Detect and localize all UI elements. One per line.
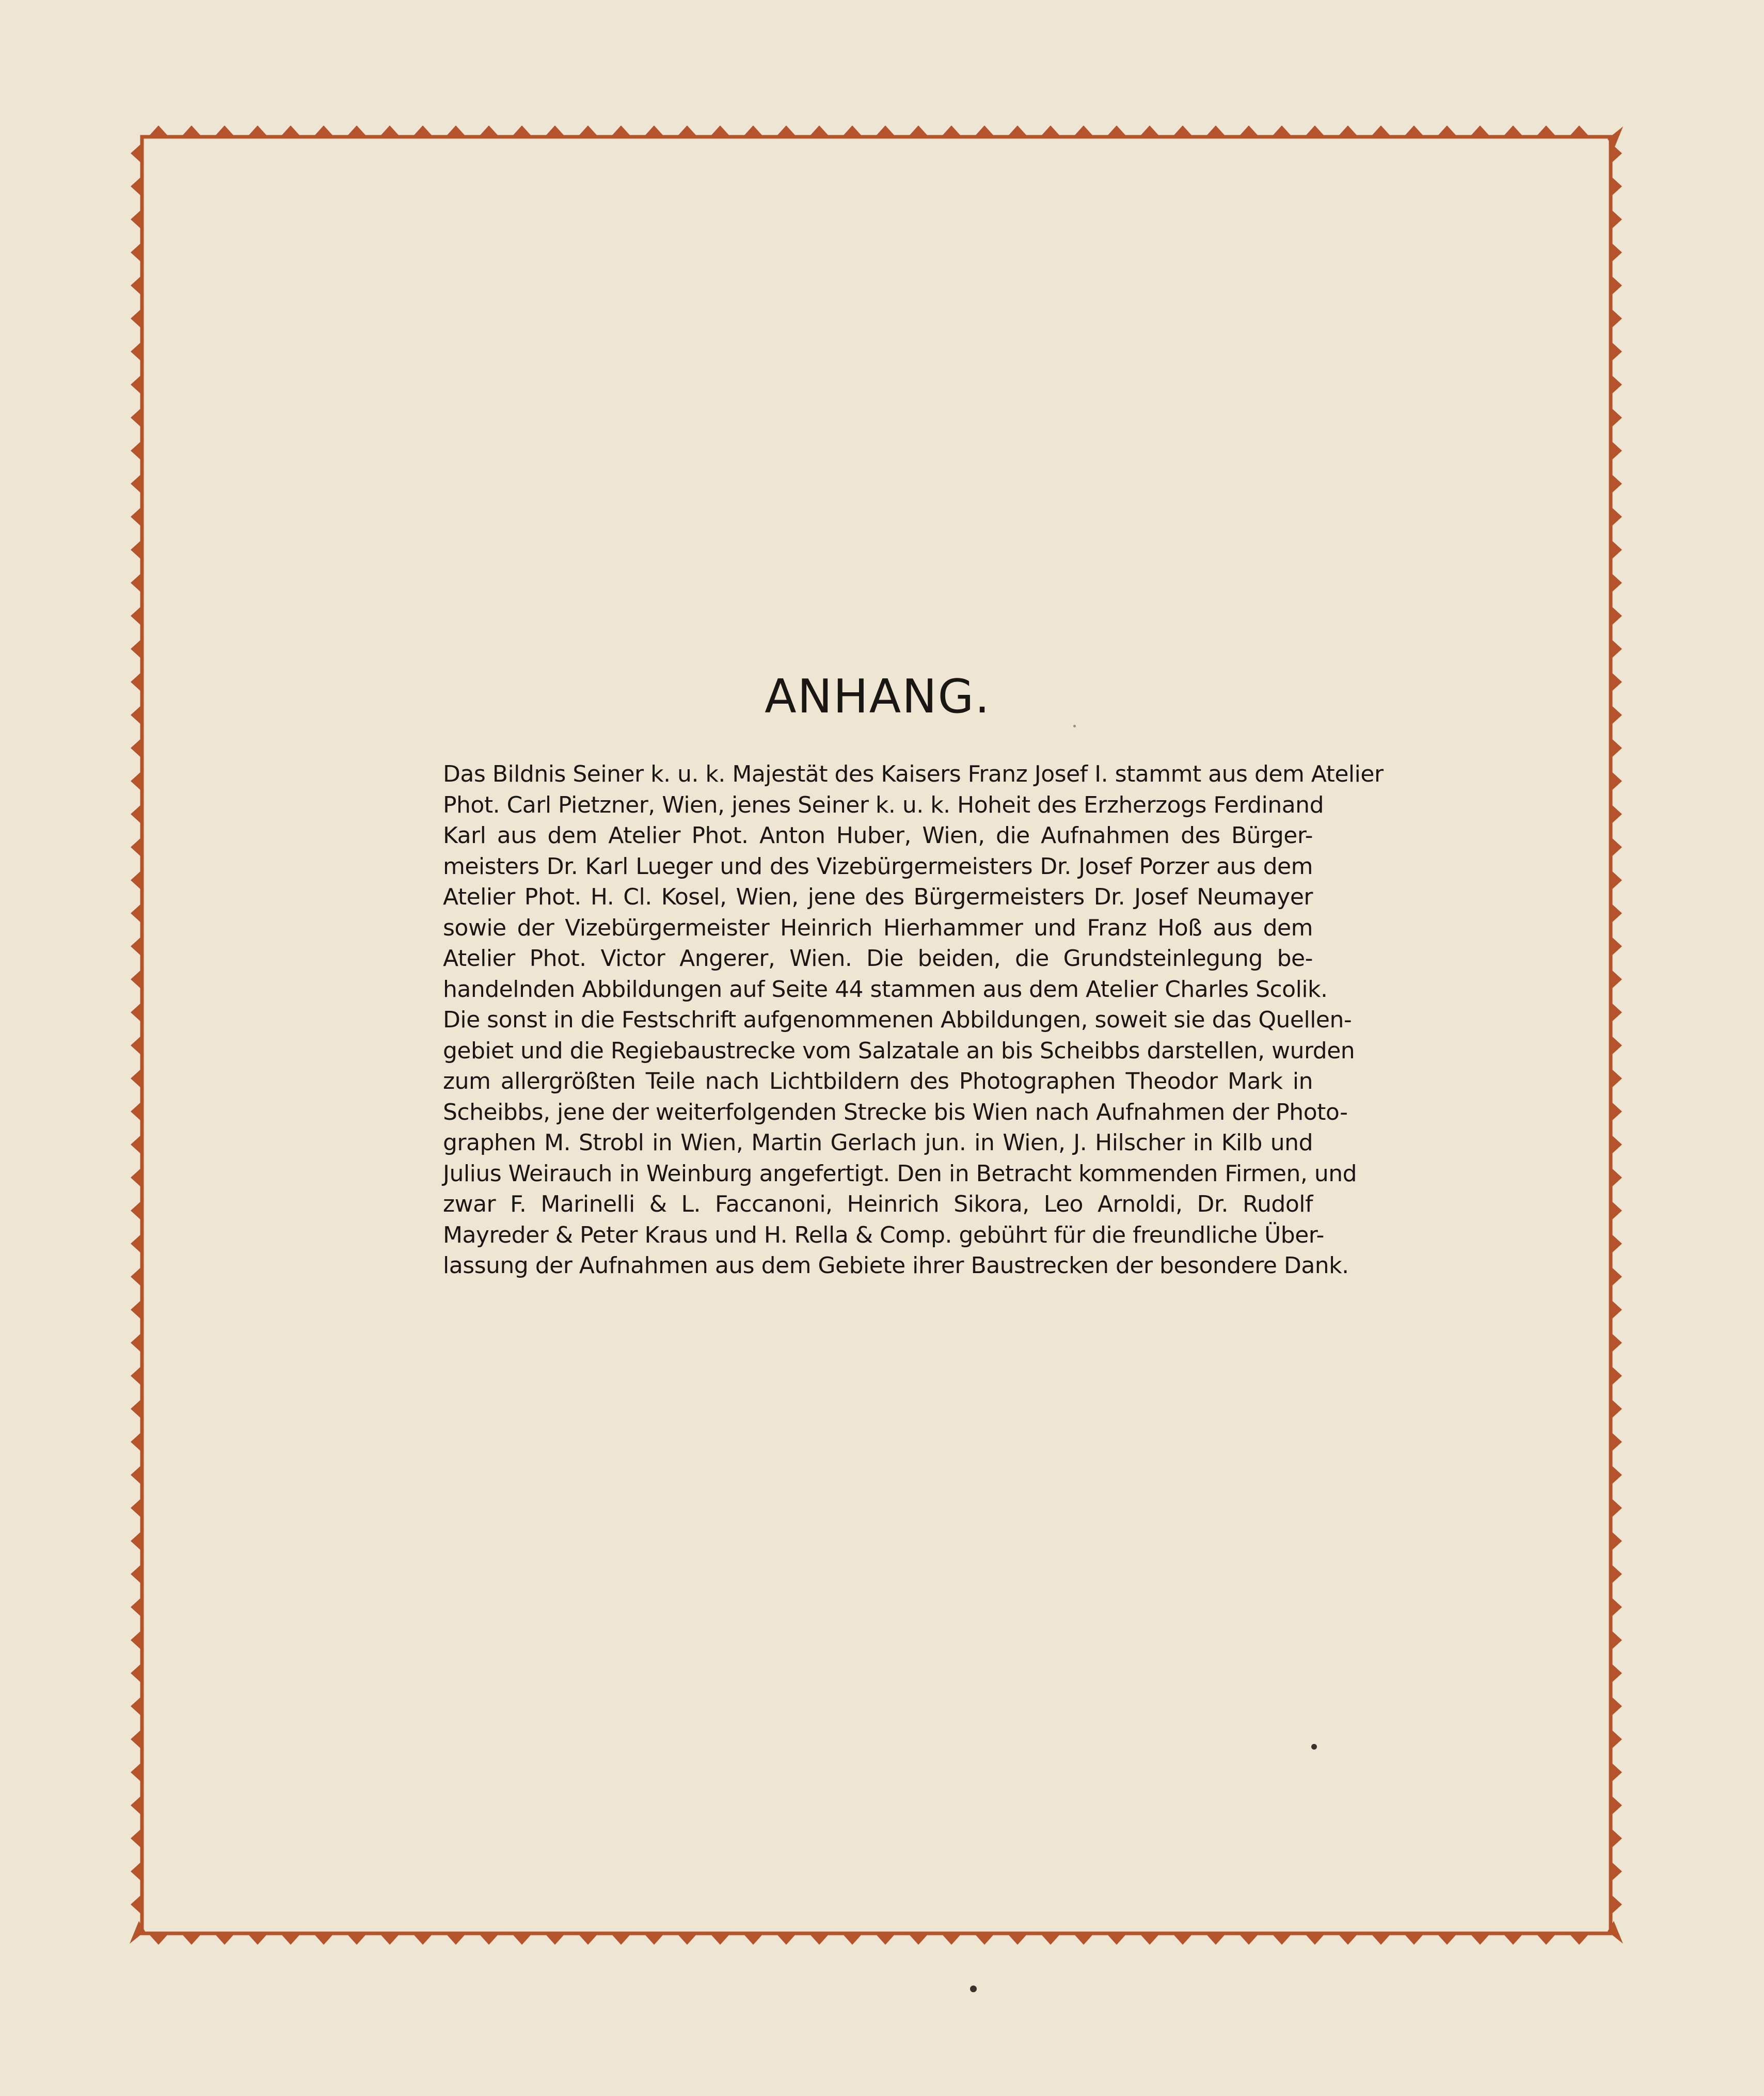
paper-speck [1311, 1744, 1317, 1750]
paragraph-line: graphen M. Strobl in Wien, Martin Gerlach jun. in Wien, J. Hilscher in Kilb und [443, 1130, 1313, 1156]
paragraph-line: sowie der Vizebürgermeister Heinrich Hierhammer und Franz Hoß aus dem [443, 914, 1313, 941]
paragraph-line: zum allergrößten Teile nach Lichtbildern des Photographen Theodor Mark in [443, 1068, 1313, 1094]
page-title: ANHANG. [765, 670, 991, 724]
paragraph-line: Phot. Carl Pietzner, Wien, jenes Seiner k. u. k. Hoheit des Erzherzogs Ferdinand [443, 791, 1324, 818]
paragraph-line: gebiet und die Regiebaustrecke vom Salzatale an bis Scheibbs darstellen, wurden [443, 1037, 1355, 1064]
paper-speck [1073, 725, 1076, 727]
paragraph-line: Das Bildnis Seiner k. u. k. Majestät des Kaisers Franz Josef I. stammt aus dem Atelier [443, 761, 1384, 787]
paragraph-line: Atelier Phot. H. Cl. Kosel, Wien, jene des Bürgermeisters Dr. Josef Neumayer [443, 884, 1313, 910]
appendix-paragraph [443, 759, 1384, 1281]
paragraph-line: Die sonst in die Festschrift aufgenommenen Abbildungen, soweit sie das Quellen- [443, 1007, 1352, 1033]
paragraph-line: Karl aus dem Atelier Phot. Anton Huber, Wien, die Aufnahmen des Bürger- [443, 822, 1313, 849]
paragraph-line: Julius Weirauch in Weinburg angefertigt. Den in Betracht kommenden Firmen, und [443, 1160, 1357, 1187]
paragraph-line: meisters Dr. Karl Lueger und des Vizebürgermeisters Dr. Josef Porzer aus dem [443, 853, 1313, 880]
paper-speck [970, 1986, 977, 1992]
paragraph-line: Atelier Phot. Victor Angerer, Wien. Die beiden, die Grundsteinlegung be- [443, 945, 1313, 972]
paragraph-line: handelnden Abbildungen auf Seite 44 stammen aus dem Atelier Charles Scolik. [443, 976, 1328, 1003]
paragraph-line: lassung der Aufnahmen aus dem Gebiete ihrer Baustrecken der besondere Dank. [443, 1252, 1349, 1279]
paragraph-line: Mayreder & Peter Kraus und H. Rella & Comp. gebührt für die freundliche Über- [443, 1221, 1324, 1248]
paragraph-line: Scheibbs, jene der weiterfolgenden Strecke bis Wien nach Aufnahmen der Photo- [443, 1099, 1348, 1125]
paragraph-line: zwar F. Marinelli & L. Faccanoni, Heinrich Sikora, Leo Arnoldi, Dr. Rudolf [443, 1191, 1313, 1217]
